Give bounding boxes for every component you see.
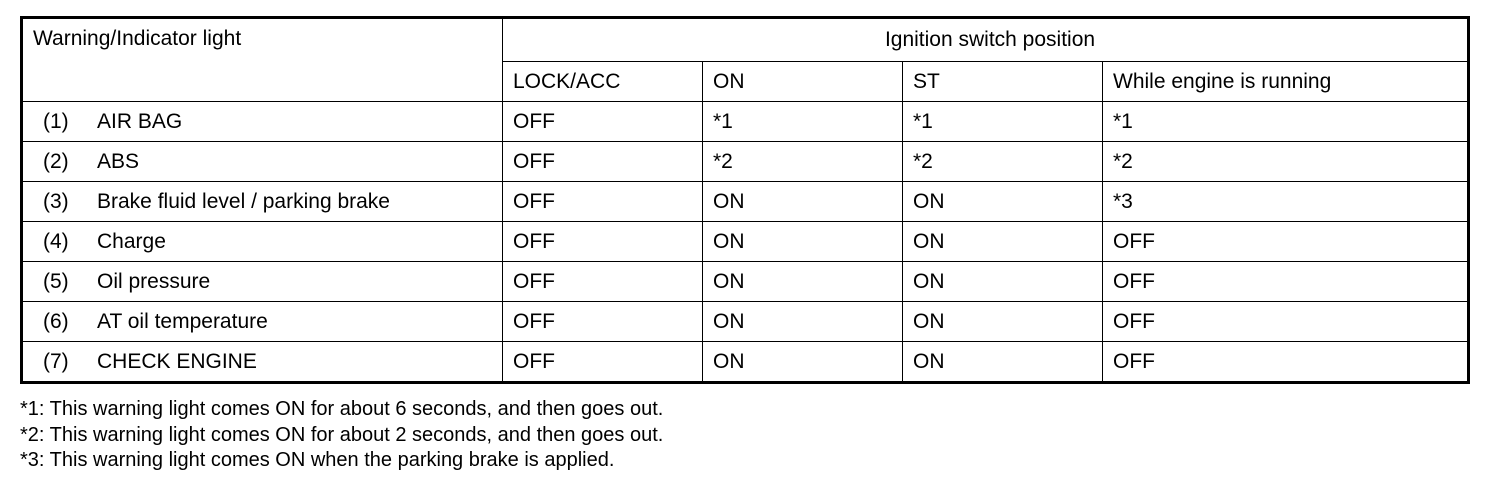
column-header-st: ST [903, 62, 1103, 102]
table-cell: ON [703, 342, 903, 383]
table-cell: ON [703, 262, 903, 302]
table-cell: OFF [1103, 222, 1469, 262]
table-cell: OFF [503, 142, 703, 182]
table-cell: *2 [903, 142, 1103, 182]
table-row [22, 342, 1469, 383]
light-name: Charge [97, 229, 166, 253]
table-cell: OFF [1103, 342, 1469, 383]
row-number: (2) [43, 149, 69, 173]
table-cell: ON [903, 262, 1103, 302]
row-number: (5) [43, 269, 69, 293]
table-row [22, 182, 1469, 222]
light-name: Brake fluid level / parking brake [97, 189, 390, 213]
table-cell: OFF [503, 262, 703, 302]
table-cell: ON [903, 222, 1103, 262]
table-cell: *1 [1103, 102, 1469, 142]
column-header-lock-acc: LOCK/ACC [503, 62, 703, 102]
footnotes [20, 397, 663, 474]
header-row-group [22, 18, 1469, 62]
light-name-cell [22, 102, 503, 142]
light-name: ABS [97, 149, 140, 173]
table-cell: *2 [1103, 142, 1469, 182]
table-row [22, 142, 1469, 182]
footnote: *3: This warning light comes ON when the parking brake is applied. [20, 449, 615, 471]
table-row [22, 262, 1469, 302]
table-cell: OFF [503, 102, 703, 142]
table-cell: ON [903, 302, 1103, 342]
table-cell: OFF [503, 342, 703, 383]
corner-header: Warning/Indicator light [22, 18, 503, 102]
table-row [22, 102, 1469, 142]
table-cell: OFF [1103, 302, 1469, 342]
column-header-on: ON [703, 62, 903, 102]
row-number: (6) [43, 309, 69, 333]
footnote: *1: This warning light comes ON for about 6 seconds, and then goes out. [20, 398, 664, 420]
light-name: AT oil temperature [97, 309, 268, 333]
table-row [22, 302, 1469, 342]
table-cell: ON [703, 302, 903, 342]
row-number: (4) [43, 229, 69, 253]
warning-light-table [20, 16, 1470, 384]
light-name-cell [22, 342, 503, 383]
table-row [22, 222, 1469, 262]
table-cell: OFF [503, 222, 703, 262]
row-number: (1) [43, 109, 69, 133]
light-name: AIR BAG [97, 109, 183, 133]
table-cell: OFF [503, 182, 703, 222]
light-name-cell [22, 142, 503, 182]
light-name-cell [22, 222, 503, 262]
light-name: Oil pressure [97, 269, 211, 293]
table-cell: ON [903, 182, 1103, 222]
table-cell: ON [703, 222, 903, 262]
table-cell: *1 [703, 102, 903, 142]
group-header: Ignition switch position [503, 18, 1469, 62]
light-name-cell [22, 262, 503, 302]
table-cell: *2 [703, 142, 903, 182]
table-cell: OFF [503, 302, 703, 342]
footnote: *2: This warning light comes ON for about 2 seconds, and then goes out. [20, 423, 664, 446]
light-name: CHECK ENGINE [97, 349, 257, 373]
table-cell: ON [903, 342, 1103, 383]
light-name-cell [22, 182, 503, 222]
table-cell: ON [703, 182, 903, 222]
column-header-engine-running: While engine is running [1103, 62, 1469, 102]
table-cell: *3 [1103, 182, 1469, 222]
table-cell: OFF [1103, 262, 1469, 302]
light-name-cell [22, 302, 503, 342]
row-number: (7) [43, 349, 69, 373]
row-number: (3) [43, 189, 69, 213]
table-cell: *1 [903, 102, 1103, 142]
